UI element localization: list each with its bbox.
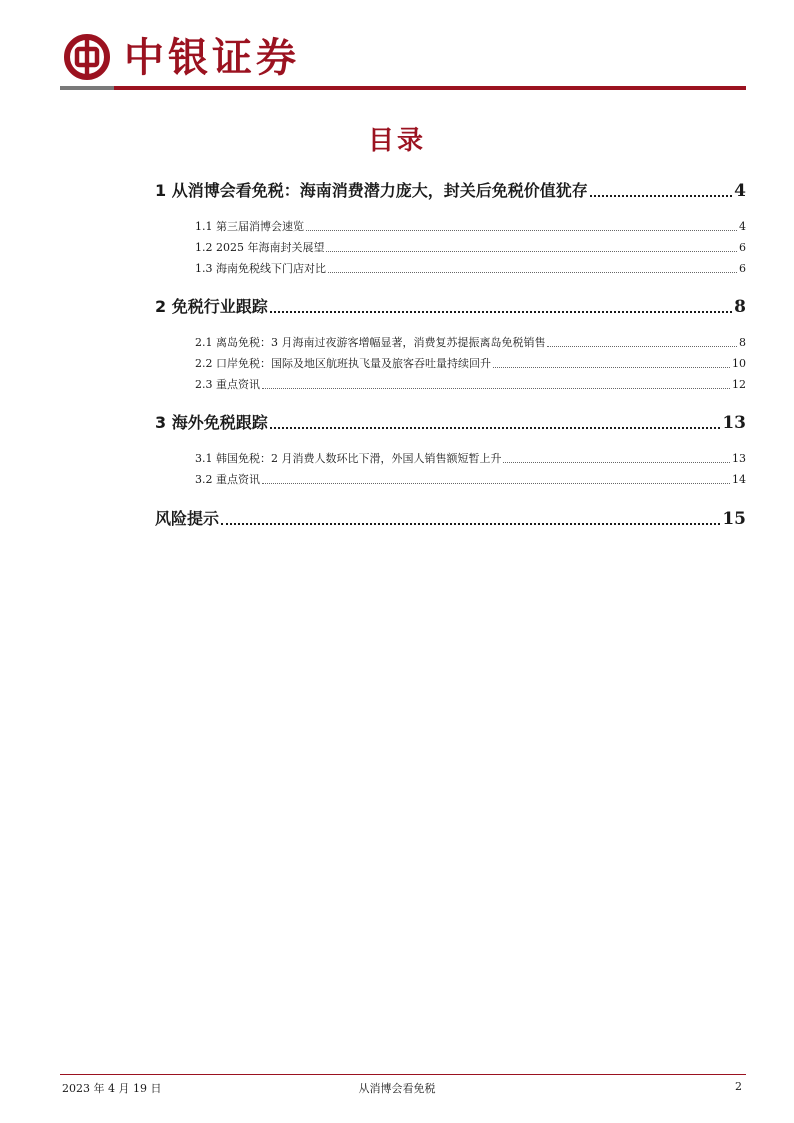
toc-section-entry[interactable] <box>155 178 746 201</box>
toc-section-entry[interactable] <box>155 410 746 433</box>
toc-dot-leader <box>547 346 737 347</box>
footer-report-title: 从消博会看免税 <box>358 1082 436 1095</box>
toc-subsection-entry[interactable] <box>195 239 746 255</box>
toc-dot-leader <box>270 311 732 313</box>
toc-entry-label: 1 从消博会看免税：海南消费潜力庞大，封关后免税价值犹存 <box>155 181 588 200</box>
toc-subsection-entry[interactable] <box>195 376 746 392</box>
toc-entry-page: 8 <box>734 297 746 317</box>
toc-entry-page: 12 <box>732 378 746 391</box>
toc-entry-page: 15 <box>722 509 746 529</box>
toc-entry-page: 4 <box>734 181 746 201</box>
toc-dot-leader <box>221 523 720 525</box>
toc-entry-label: 1.3 海南免税线下门店对比 <box>195 262 326 275</box>
toc-dot-leader <box>590 195 732 197</box>
footer-date: 2023 年 4 月 19 日 <box>62 1082 162 1095</box>
toc-dot-leader <box>262 483 730 484</box>
toc-title: 目录 <box>367 126 426 156</box>
toc-entry-label: 3.1 韩国免税：2 月消费人数环比下滑，外国人销售额短暂上升 <box>195 452 502 465</box>
toc-dot-leader <box>262 388 730 389</box>
toc-subsection-entry[interactable] <box>195 260 746 276</box>
toc-subsection-entry[interactable] <box>195 334 746 350</box>
toc-entry-label: 3.2 重点资讯 <box>195 473 260 486</box>
toc-entry-page: 13 <box>722 413 746 433</box>
toc-dot-leader <box>306 230 737 231</box>
toc-dot-leader <box>270 427 721 429</box>
toc-entry-label: 1.2 2025 年海南封关展望 <box>195 241 325 254</box>
toc-dot-leader <box>493 367 730 368</box>
footer-rule <box>60 1074 746 1075</box>
toc-dot-leader <box>328 272 737 273</box>
header-rule-gray <box>60 86 114 90</box>
bank-of-china-logo-icon <box>64 34 110 80</box>
toc-entry-label: 1.1 第三届消博会速览 <box>195 220 304 233</box>
toc-entry-label: 2.3 重点资讯 <box>195 378 260 391</box>
toc-entry-page: 6 <box>739 241 746 254</box>
toc-dot-leader <box>326 251 737 252</box>
toc-entry-page: 8 <box>739 336 746 349</box>
toc-subsection-entry[interactable] <box>195 355 746 371</box>
toc-entry-label: 2.1 离岛免税：3 月海南过夜游客增幅显著，消费复苏提振离岛免税销售 <box>195 336 546 349</box>
toc-entry-label: 风险提示 <box>155 509 220 528</box>
toc-entry-label: 2 免税行业跟踪 <box>155 297 268 316</box>
toc-subsection-entry[interactable] <box>195 450 746 466</box>
toc-entry-page: 4 <box>739 220 746 233</box>
header-rule-red <box>114 86 746 90</box>
toc-entry-page: 14 <box>732 473 746 486</box>
footer-page-number: 2 <box>735 1080 742 1093</box>
page-header <box>60 30 746 92</box>
toc-section-entry[interactable] <box>155 506 746 529</box>
toc-entry-label: 2.2 口岸免税：国际及地区航班执飞量及旅客吞吐量持续回升 <box>195 357 491 370</box>
toc-entry-page: 10 <box>732 357 746 370</box>
toc-entry-page: 13 <box>732 452 746 465</box>
toc-dot-leader <box>503 462 730 463</box>
toc-entry-page: 6 <box>739 262 746 275</box>
toc-entry-label: 3 海外免税跟踪 <box>155 413 268 432</box>
toc-subsection-entry[interactable] <box>195 471 746 487</box>
brand-name: 中银证券 <box>124 35 300 81</box>
toc-section-entry[interactable] <box>155 294 746 317</box>
toc-subsection-entry[interactable] <box>195 218 746 234</box>
